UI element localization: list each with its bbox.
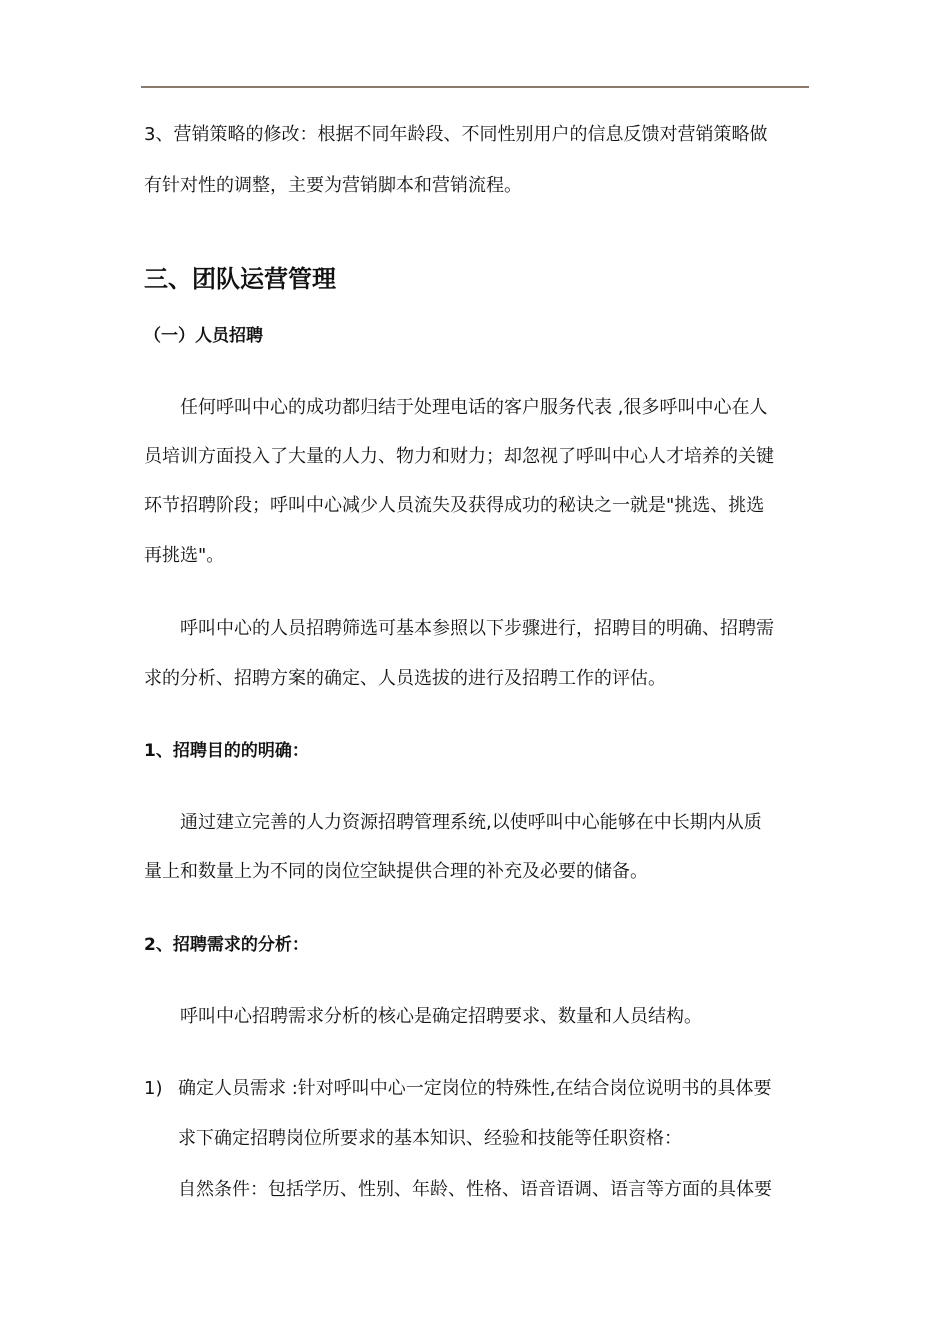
paragraph-line: 量上和数量上为不同的岗位空缺提供合理的补充及必要的储备。 (144, 861, 648, 882)
section-title: 三、团队运营管理 (144, 265, 336, 293)
paragraph-line: 呼叫中心的人员招聘筛选可基本参照以下步骤进行，招聘目的明确、招聘需 (180, 618, 774, 639)
heading-recruitment-goal: 1、招聘目的的明确： (144, 741, 309, 761)
list-item-line: 求下确定招聘岗位所要求的基本知识、经验和技能等任职资格： (178, 1128, 682, 1149)
subsection-title: （一）人员招聘 (144, 326, 263, 346)
paragraph-line: 通过建立完善的人力资源招聘管理系统,以使呼叫中心能够在中长期内从质 (180, 812, 762, 833)
paragraph-line: 呼叫中心招聘需求分析的核心是确定招聘要求、数量和人员结构。 (180, 1006, 702, 1027)
list-item-line: 确定人员需求 :针对呼叫中心一定岗位的特殊性,在结合岗位说明书的具体要 (178, 1078, 772, 1099)
paragraph-line: 有针对性的调整，主要为营销脚本和营销流程。 (144, 175, 522, 196)
paragraph-line: 员培训方面投入了大量的人力、物力和财力；却忽视了呼叫中心人才培养的关键 (144, 446, 774, 467)
paragraph-line: 环节招聘阶段；呼叫中心减少人员流失及获得成功的秘诀之一就是"挑选、挑选 (144, 495, 765, 516)
paragraph-line: 3、营销策略的修改：根据不同年龄段、不同性别用户的信息反馈对营销策略做 (144, 124, 768, 145)
paragraph-line: 任何呼叫中心的成功都归结于处理电话的客户服务代表 ,很多呼叫中心在人 (180, 397, 768, 418)
list-number: 1) (144, 1078, 163, 1099)
heading-recruitment-demand: 2、招聘需求的分析： (144, 935, 309, 955)
paragraph-line: 再挑选"。 (144, 545, 225, 566)
list-item-line: 自然条件：包括学历、性别、年龄、性格、语音语调、语言等方面的具体要 (178, 1179, 772, 1200)
header-rule (141, 86, 809, 88)
paragraph-line: 求的分析、招聘方案的确定、人员选拔的进行及招聘工作的评估。 (144, 668, 666, 689)
